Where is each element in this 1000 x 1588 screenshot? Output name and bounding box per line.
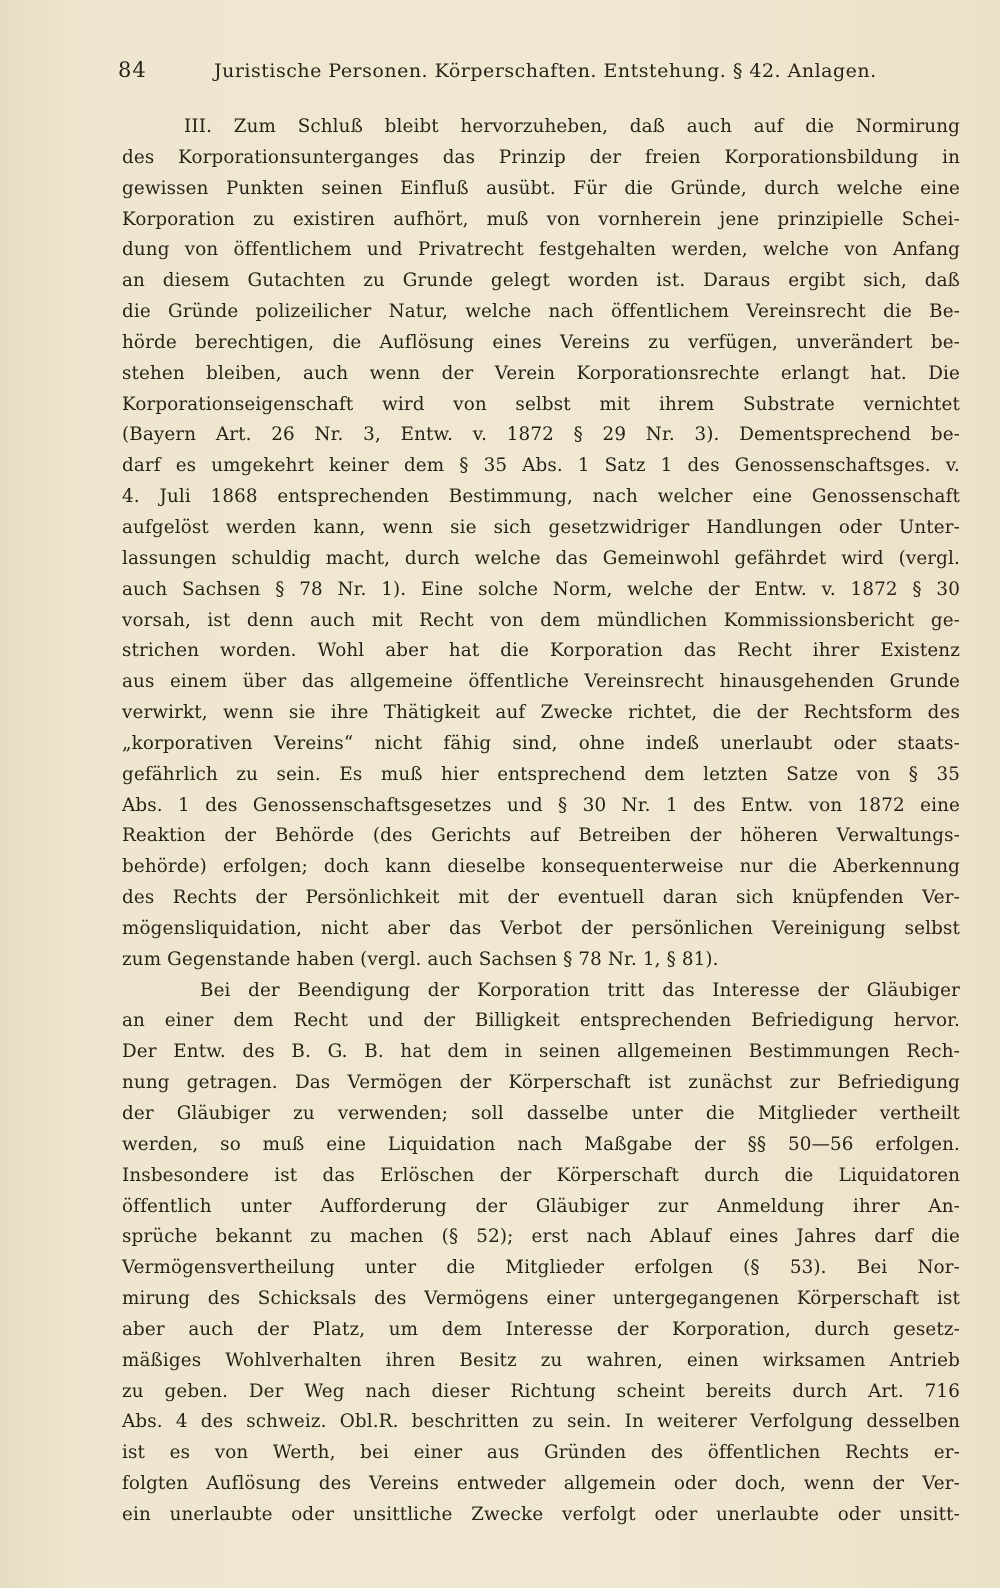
body-text — [122, 112, 960, 1531]
text-line: folgten Auflösung des Vereins entweder allgemein oder doch, wenn der Ver- — [122, 1473, 960, 1495]
text-line: Der Entw. des B. G. B. hat dem in seinen allgemeinen Bestimmungen Rech- — [122, 1041, 960, 1063]
text-line: behörde) erfolgen; doch kann dieselbe konsequenterweise nur die Aberkennung — [122, 856, 960, 878]
text-line: aber auch der Platz, um dem Interesse der Korporation, durch gesetz- — [122, 1318, 960, 1340]
text-line: III. Zum Schluß bleibt hervorzuheben, daß auch auf die Normirung — [184, 116, 960, 137]
text-line: ein unerlaubte oder unsittliche Zwecke verfolgt oder unerlaubte oder unsitt- — [122, 1503, 960, 1525]
text-line: verwirkt, wenn sie ihre Thätigkeit auf Zwecke richtet, die der Rechtsform des — [122, 702, 960, 724]
text-line: an einer dem Recht und der Billigkeit entsprechenden Befriedigung hervor. — [122, 1010, 960, 1032]
text-line: Korporation zu existiren aufhört, muß von vornherein jene prinzipielle Schei- — [122, 208, 960, 230]
text-line: Bei der Beendigung der Korporation tritt das Interesse der Gläubiger — [200, 979, 960, 1001]
text-line: 4. Juli 1868 entsprechenden Bestimmung, nach welcher eine Genossenschaft — [122, 486, 960, 508]
text-line: Insbesondere ist das Erlöschen der Körperschaft durch die Liquidatoren — [122, 1164, 960, 1186]
text-line: hörde berechtigen, die Auflösung eines Vereins zu verfügen, unverändert be- — [122, 331, 960, 353]
text-line: Vermögensvertheilung unter die Mitglieder erfolgen (§ 53). Bei Nor- — [122, 1257, 960, 1279]
text-line: auch Sachsen § 78 Nr. 1). Eine solche Norm, welche der Entw. v. 1872 § 30 — [122, 578, 960, 600]
text-line: mirung des Schicksals des Vermögens einer untergegangenen Körperschaft ist — [122, 1288, 960, 1310]
text-line: öffentlich unter Aufforderung der Gläubiger zur Anmeldung ihrer An- — [122, 1195, 960, 1217]
text-line: mäßiges Wohlverhalten ihren Besitz zu wahren, einen wirksamen Antrieb — [122, 1349, 960, 1371]
text-line: darf es umgekehrt keiner dem § 35 Abs. 1 Satz 1 des Genossenschaftsges. v. — [122, 455, 960, 477]
text-line: die Gründe polizeilicher Natur, welche nach öffentlichem Vereinsrecht die Be- — [122, 301, 960, 323]
page-number: 84 — [118, 58, 147, 82]
text-line: aus einem über das allgemeine öffentliche Vereinsrecht hinausgehenden Grunde — [122, 671, 960, 693]
text-line: strichen worden. Wohl aber hat die Korporation das Recht ihrer Existenz — [122, 640, 960, 662]
text-line: zum Gegenstande haben (vergl. auch Sachsen § 78 Nr. 1, § 81). — [122, 948, 719, 970]
text-line: Korporationseigenschaft wird von selbst mit ihrem Substrate vernichtet — [122, 393, 960, 415]
text-line: ist es von Werth, bei einer aus Gründen des öffentlichen Rechts er- — [122, 1442, 960, 1464]
text-line: des Korporationsunterganges das Prinzip der freien Korporationsbildung in — [122, 146, 960, 168]
text-line: sprüche bekannt zu machen (§ 52); erst nach Ablauf eines Jahres darf die — [122, 1226, 960, 1248]
running-head: Juristische Personen. Körperschaften. Entstehung. § 42. Anlagen. — [214, 60, 877, 82]
text-line: „korporativen Vereins“ nicht fähig sind, ohne indeß unerlaubt oder staats- — [122, 732, 960, 754]
text-line: Abs. 1 des Genossenschaftsgesetzes und § 30 Nr. 1 des Entw. von 1872 eine — [122, 794, 960, 816]
text-line: gefährlich zu sein. Es muß hier entsprechend dem letzten Satze von § 35 — [122, 763, 960, 785]
text-line: des Rechts der Persönlichkeit mit der eventuell daran sich knüpfenden Ver- — [122, 887, 960, 909]
text-line: zu geben. Der Weg nach dieser Richtung scheint bereits durch Art. 716 — [122, 1380, 960, 1402]
text-line: nung getragen. Das Vermögen der Körperschaft ist zunächst zur Befriedigung — [122, 1072, 960, 1094]
text-line: gewissen Punkten seinen Einfluß ausübt. Für die Gründe, durch welche eine — [122, 177, 960, 199]
text-line: aufgelöst werden kann, wenn sie sich gesetzwidriger Handlungen oder Unter- — [122, 516, 960, 538]
text-line: lassungen schuldig macht, durch welche das Gemeinwohl gefährdet wird (vergl. — [122, 547, 960, 569]
text-line: vorsah, ist denn auch mit Recht von dem mündlichen Kommissionsbericht ge- — [122, 609, 960, 631]
text-line: der Gläubiger zu verwenden; soll dasselbe unter die Mitglieder vertheilt — [122, 1103, 960, 1124]
text-line: Abs. 4 des schweiz. Obl.R. beschritten zu sein. In weiterer Verfolgung desselben — [122, 1411, 960, 1433]
page-header — [118, 52, 877, 92]
text-line: werden, so muß eine Liquidation nach Maßgabe der §§ 50—56 erfolgen. — [122, 1133, 960, 1155]
text-line: an diesem Gutachten zu Grunde gelegt worden ist. Daraus ergibt sich, daß — [122, 270, 960, 292]
text-line: dung von öffentlichem und Privatrecht festgehalten werden, welche von Anfang — [122, 239, 960, 261]
text-line: mögensliquidation, nicht aber das Verbot der persönlichen Vereinigung selbst — [122, 917, 960, 939]
text-line: (Bayern Art. 26 Nr. 3, Entw. v. 1872 § 29 Nr. 3). Dementsprechend be- — [122, 424, 960, 446]
text-line: Reaktion der Behörde (des Gerichts auf Betreiben der höheren Verwaltungs- — [122, 825, 960, 847]
text-line: stehen bleiben, auch wenn der Verein Korporationsrechte erlangt hat. Die — [122, 362, 960, 384]
